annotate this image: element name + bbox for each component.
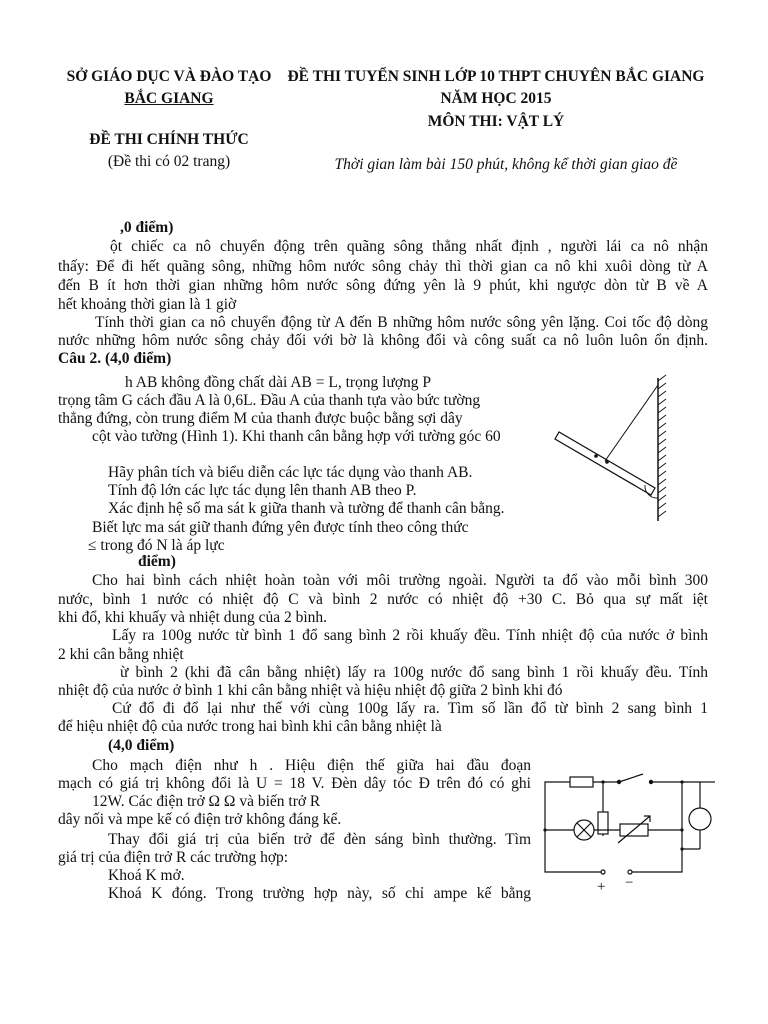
q3-line: 2 khi cân bằng nhiệt (58, 646, 184, 663)
exam-title: ĐỀ THI TUYỂN SINH LỚP 10 THPT CHUYÊN BẮC GIANG (287, 68, 705, 85)
q4-line: dây nối và mpe kế có điện trở không đáng kể. (58, 811, 342, 828)
q4-line: Cho mạch điện như h . Hiệu điện thế giữa hai đầu đoạn (92, 757, 531, 774)
q4-line: Khoá K mở. (108, 867, 185, 884)
subject: MÔN THI: VẬT LÝ (427, 113, 565, 130)
q2-line: ≤ trong đó N là áp lực (88, 537, 225, 554)
plus-terminal-label: + (597, 879, 606, 895)
q1-line: Tính thời gian ca nô chuyển động từ A đến B những hôm nước sông yên lặng. Coi tốc độ dòng (95, 314, 708, 331)
q4-line: giá trị của điện trở R các trường hợp: (58, 849, 289, 866)
q1-line: nước những hôm nước sông chảy đối với bờ là không đổi và công suất ca nô luôn luôn ổn định. (58, 332, 708, 349)
time-note: Thời gian làm bài 150 phút, không kể thời gian giao đề (334, 156, 678, 173)
q4-heading: (4,0 điểm) (108, 737, 175, 754)
q2-line: Biết lực ma sát giữ thanh đứng yên được tính theo công thức (92, 519, 469, 536)
q3-line: Lấy ra 100g nước từ bình 1 đổ sang bình 2 rồi khuấy đều. Tính nhiệt độ của nước ở bình (112, 627, 708, 644)
rod-wall-figure (545, 373, 690, 523)
q3-line: khi đổ, khi khuấy và nhiệt dung của 2 bình. (58, 609, 328, 626)
q3-line: Cho hai bình cách nhiệt hoàn toàn với môi trường ngoài. Người ta đổ vào mỗi bình 300 (92, 572, 708, 589)
q3-line: nhiệt độ của nước ở bình 1 khi cân bằng nhiệt và hiệu nhiệt độ giữa 2 bình khi đó (58, 682, 563, 699)
circuit-diagram (540, 771, 722, 896)
q4-line: Khoá K đóng. Trong trường hợp này, số chỉ ampe kế bằng (108, 885, 531, 902)
q3-line: nước, bình 1 nước có nhiệt độ C và bình 2 nước có nhiệt độ +30 C. Bỏ qua sự mất iệt (58, 591, 708, 608)
q4-line: mạch có giá trị không đổi là U = 18 V. Đèn dây tóc Đ trên đó có ghi (58, 775, 531, 792)
q1-line: ột chiếc ca nô chuyển động trên quãng sông thẳng nhất định , người lái ca nô nhận (110, 238, 708, 255)
q1-line: thấy: Để đi hết quãng sông, những hôm nước sông chảy thì thời gian ca nô khi xuôi dòng từ A (58, 258, 708, 275)
official-label: ĐỀ THI CHÍNH THỨC (89, 131, 249, 148)
q2-line: trọng tâm G cách đầu A là 0,6L. Đầu A của thanh tựa vào bức tường (58, 392, 481, 409)
q1-heading: ,0 điểm) (120, 219, 174, 236)
q4-line: 12W. Các điện trở Ω Ω và biến trở R (92, 793, 321, 810)
q1-line: hết khoảng thời gian là 1 giờ (58, 296, 237, 313)
q2-line: Tính độ lớn các lực tác dụng lên thanh AB theo P. (108, 482, 417, 499)
q2-line: thẳng đứng, còn trung điểm M của thanh được buộc bằng sợi dây (58, 410, 463, 427)
q3-line: để hiệu nhiệt độ của nước trong hai bình khi cân bằng nhiệt là (58, 718, 442, 735)
q2-line: cột vào tường (Hình 1). Khi thanh cân bằng hợp với tường góc 60 (92, 428, 501, 445)
q3-line: Cứ đổ đi đổ lại như thế với cùng 100g lấy ra. Tìm số lần đổ từ bình 2 sang bình 1 (112, 700, 708, 717)
q2-line: h AB không đồng chất dài AB = L, trọng lượng P (125, 374, 432, 391)
q3-line: ừ bình 2 (khi đã cân bằng nhiệt) lấy ra 100g nước đổ sang bình 1 rồi khuấy đều. Tính (120, 664, 708, 681)
pages-note: (Đề thi có 02 trang) (107, 153, 231, 170)
q2-line: Hãy phân tích và biểu diễn các lực tác dụng vào thanh AB. (108, 464, 473, 481)
province-name: BẮC GIANG (124, 90, 214, 107)
q1-line: đến B ít hơn thời gian những hôm nước sông đứng yên là 9 phút, khi ngược dòn từ B về A (58, 277, 708, 294)
q4-line: Thay đổi giá trị của biến trở để đèn sáng bình thường. Tìm (108, 831, 531, 848)
q2-line: Xác định hệ số ma sát k giữa thanh và tường để thanh cân bằng. (108, 500, 505, 517)
minus-terminal-label: − (625, 875, 634, 891)
q2-heading: Câu 2. (4,0 điểm) (58, 350, 172, 367)
dept-name: SỞ GIÁO DỤC VÀ ĐÀO TẠO (66, 68, 272, 85)
school-year: NĂM HỌC 2015 (440, 90, 552, 107)
q3-heading: điểm) (138, 553, 176, 570)
